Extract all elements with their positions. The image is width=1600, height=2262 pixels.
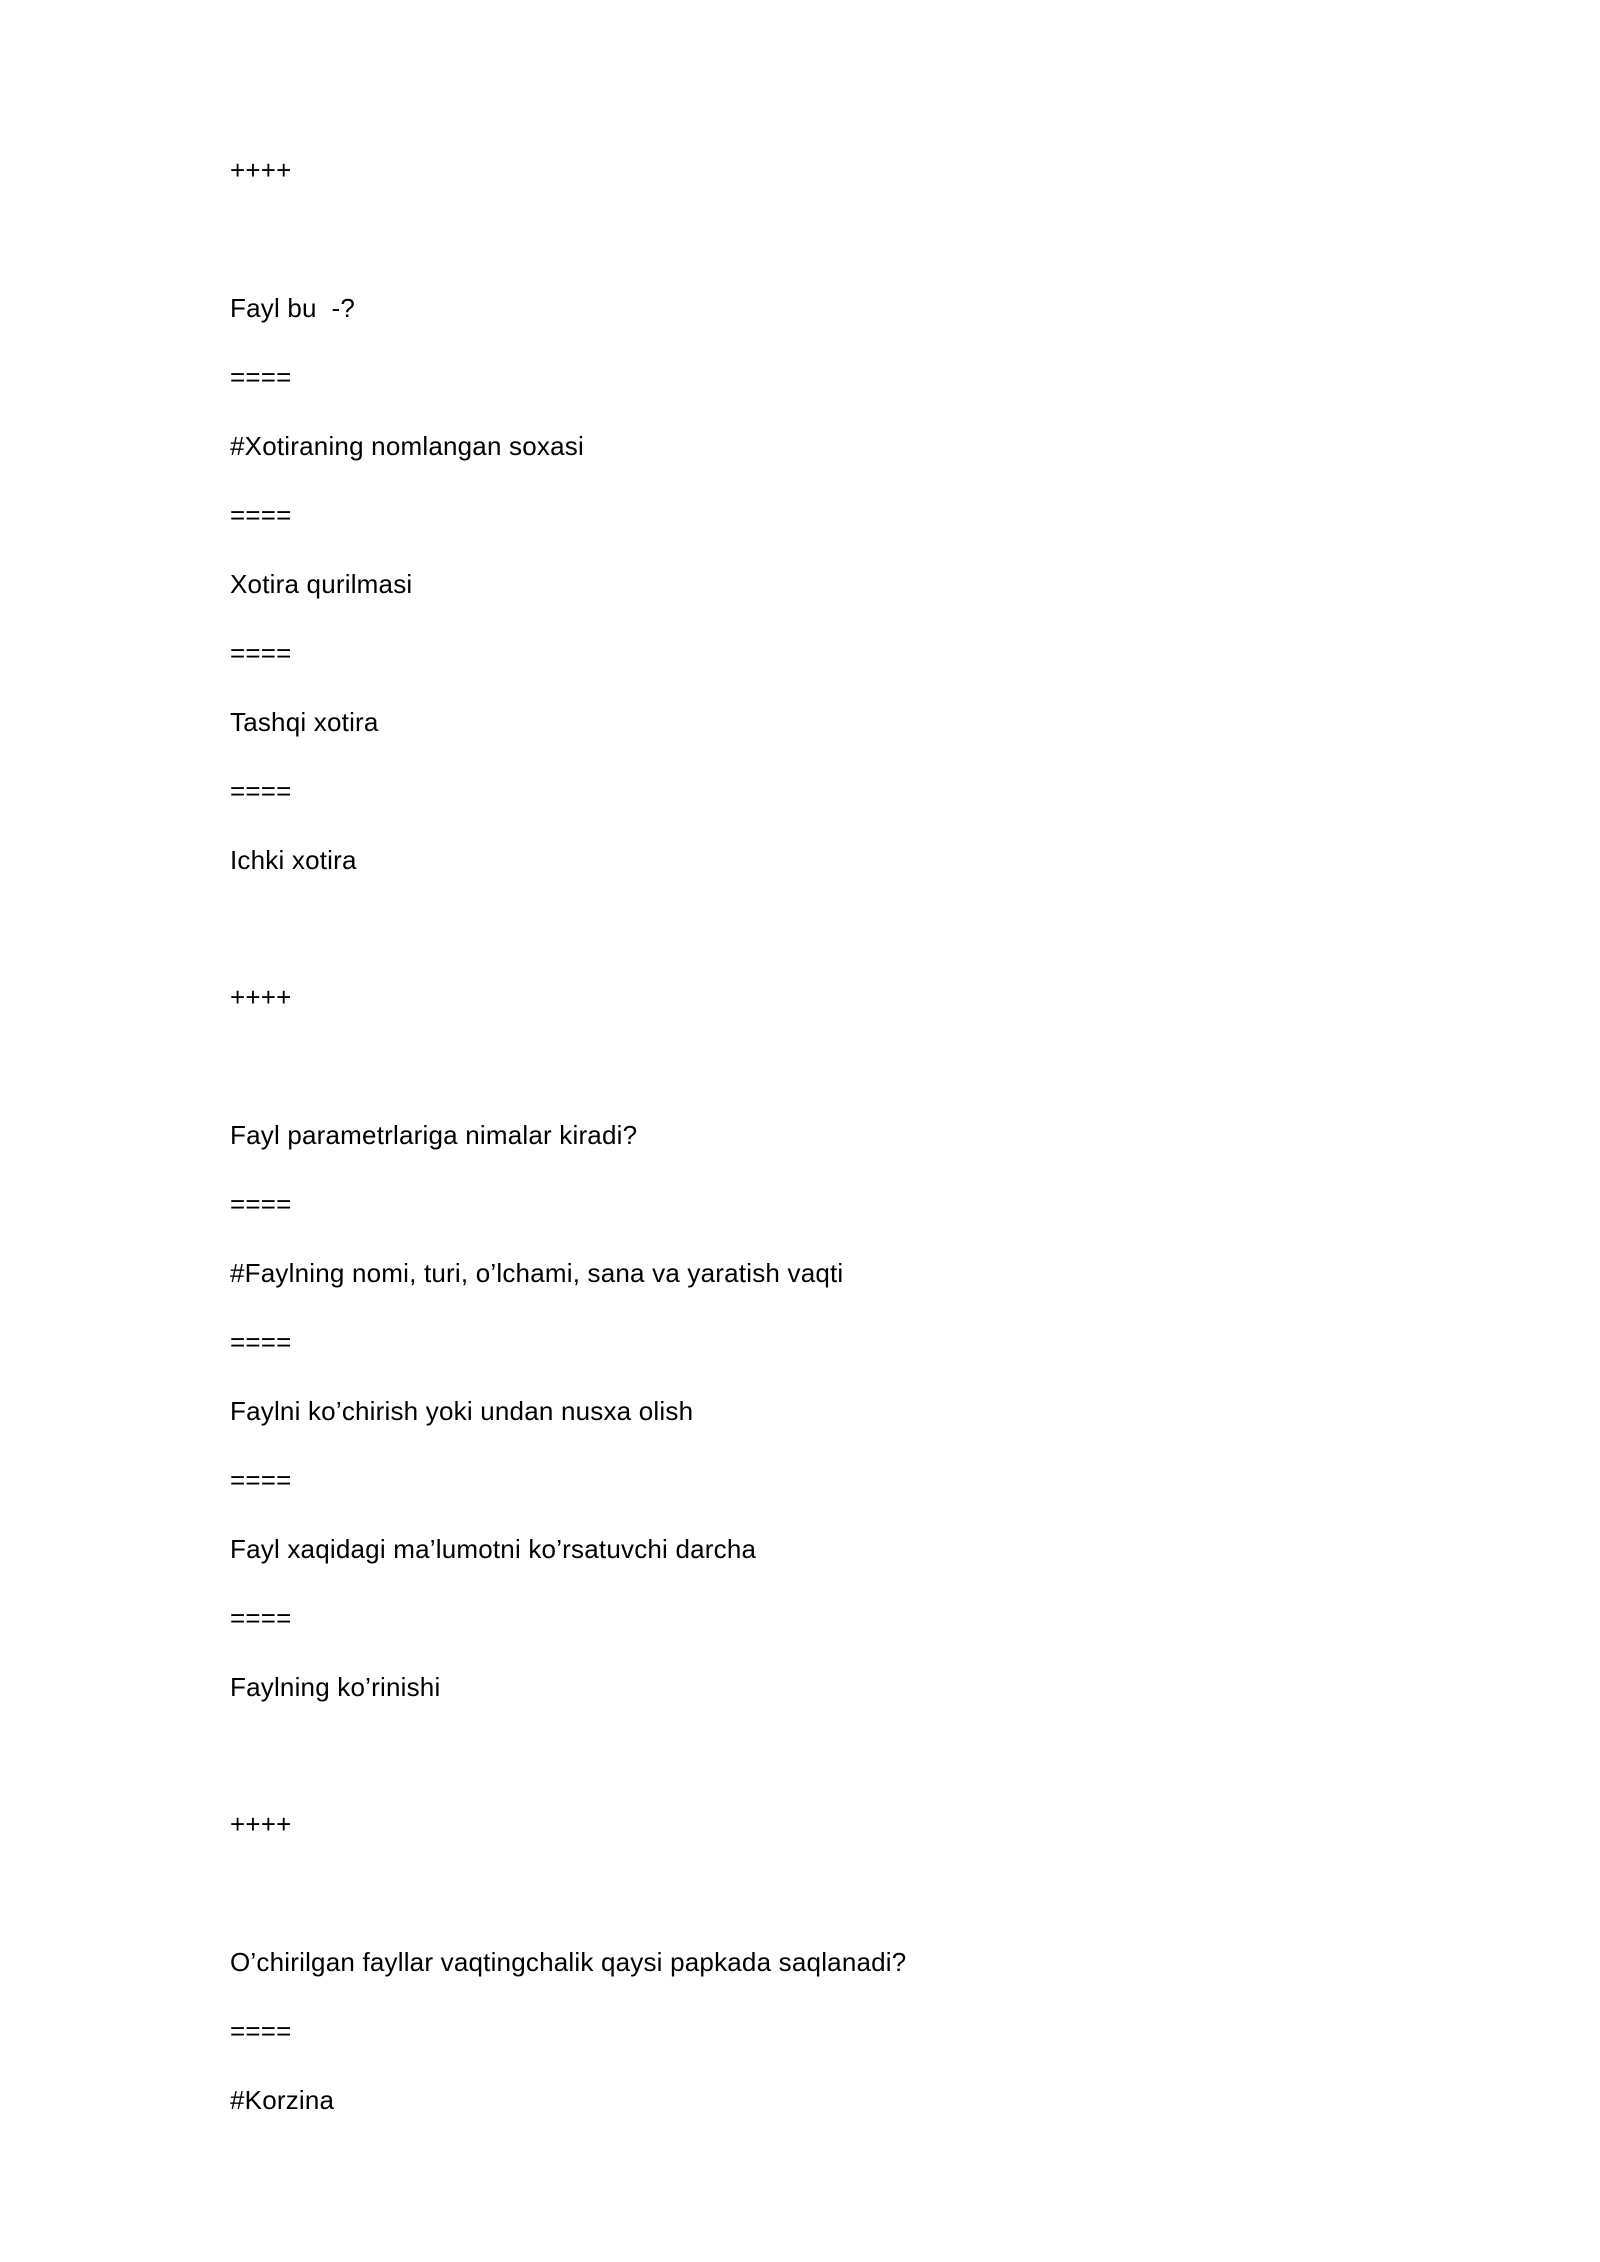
option-correct-text: #Faylning nomi, turi, o’lchami, sana va yaratish vaqti [230, 1258, 844, 1288]
question-text: Fayl parametrlariga nimalar kiradi? [230, 1120, 638, 1150]
option-divider: ==== [230, 1189, 292, 1219]
option-divider: ==== [230, 1603, 292, 1633]
option-divider: ==== [230, 362, 292, 392]
question-separator: ++++ [230, 155, 292, 185]
option-text: Xotira qurilmasi [230, 569, 413, 599]
option-text: Fayl xaqidagi ma’lumotni ko’rsatuvchi darcha [230, 1534, 757, 1564]
option-text: Tashqi xotira [230, 707, 379, 737]
option-text: Faylning ko’rinishi [230, 1672, 441, 1702]
option-divider: ==== [230, 500, 292, 530]
question-separator: ++++ [230, 1809, 292, 1839]
option-correct-text: #Xotiraning nomlangan soxasi [230, 431, 584, 461]
option-text: Ichki xotira [230, 845, 357, 875]
option-correct-text: #Korzina [230, 2085, 335, 2115]
question-text: O’chirilgan fayllar vaqtingchalik qaysi papkada saqlanadi? [230, 1947, 907, 1977]
option-divider: ==== [230, 1327, 292, 1357]
option-divider: ==== [230, 1465, 292, 1495]
question-text: Fayl bu -? [230, 293, 356, 323]
option-divider: ==== [230, 2016, 292, 2046]
option-divider: ==== [230, 776, 292, 806]
option-text: Faylni ko’chirish yoki undan nusxa olish [230, 1396, 694, 1426]
question-separator: ++++ [230, 982, 292, 1012]
option-divider: ==== [230, 638, 292, 668]
